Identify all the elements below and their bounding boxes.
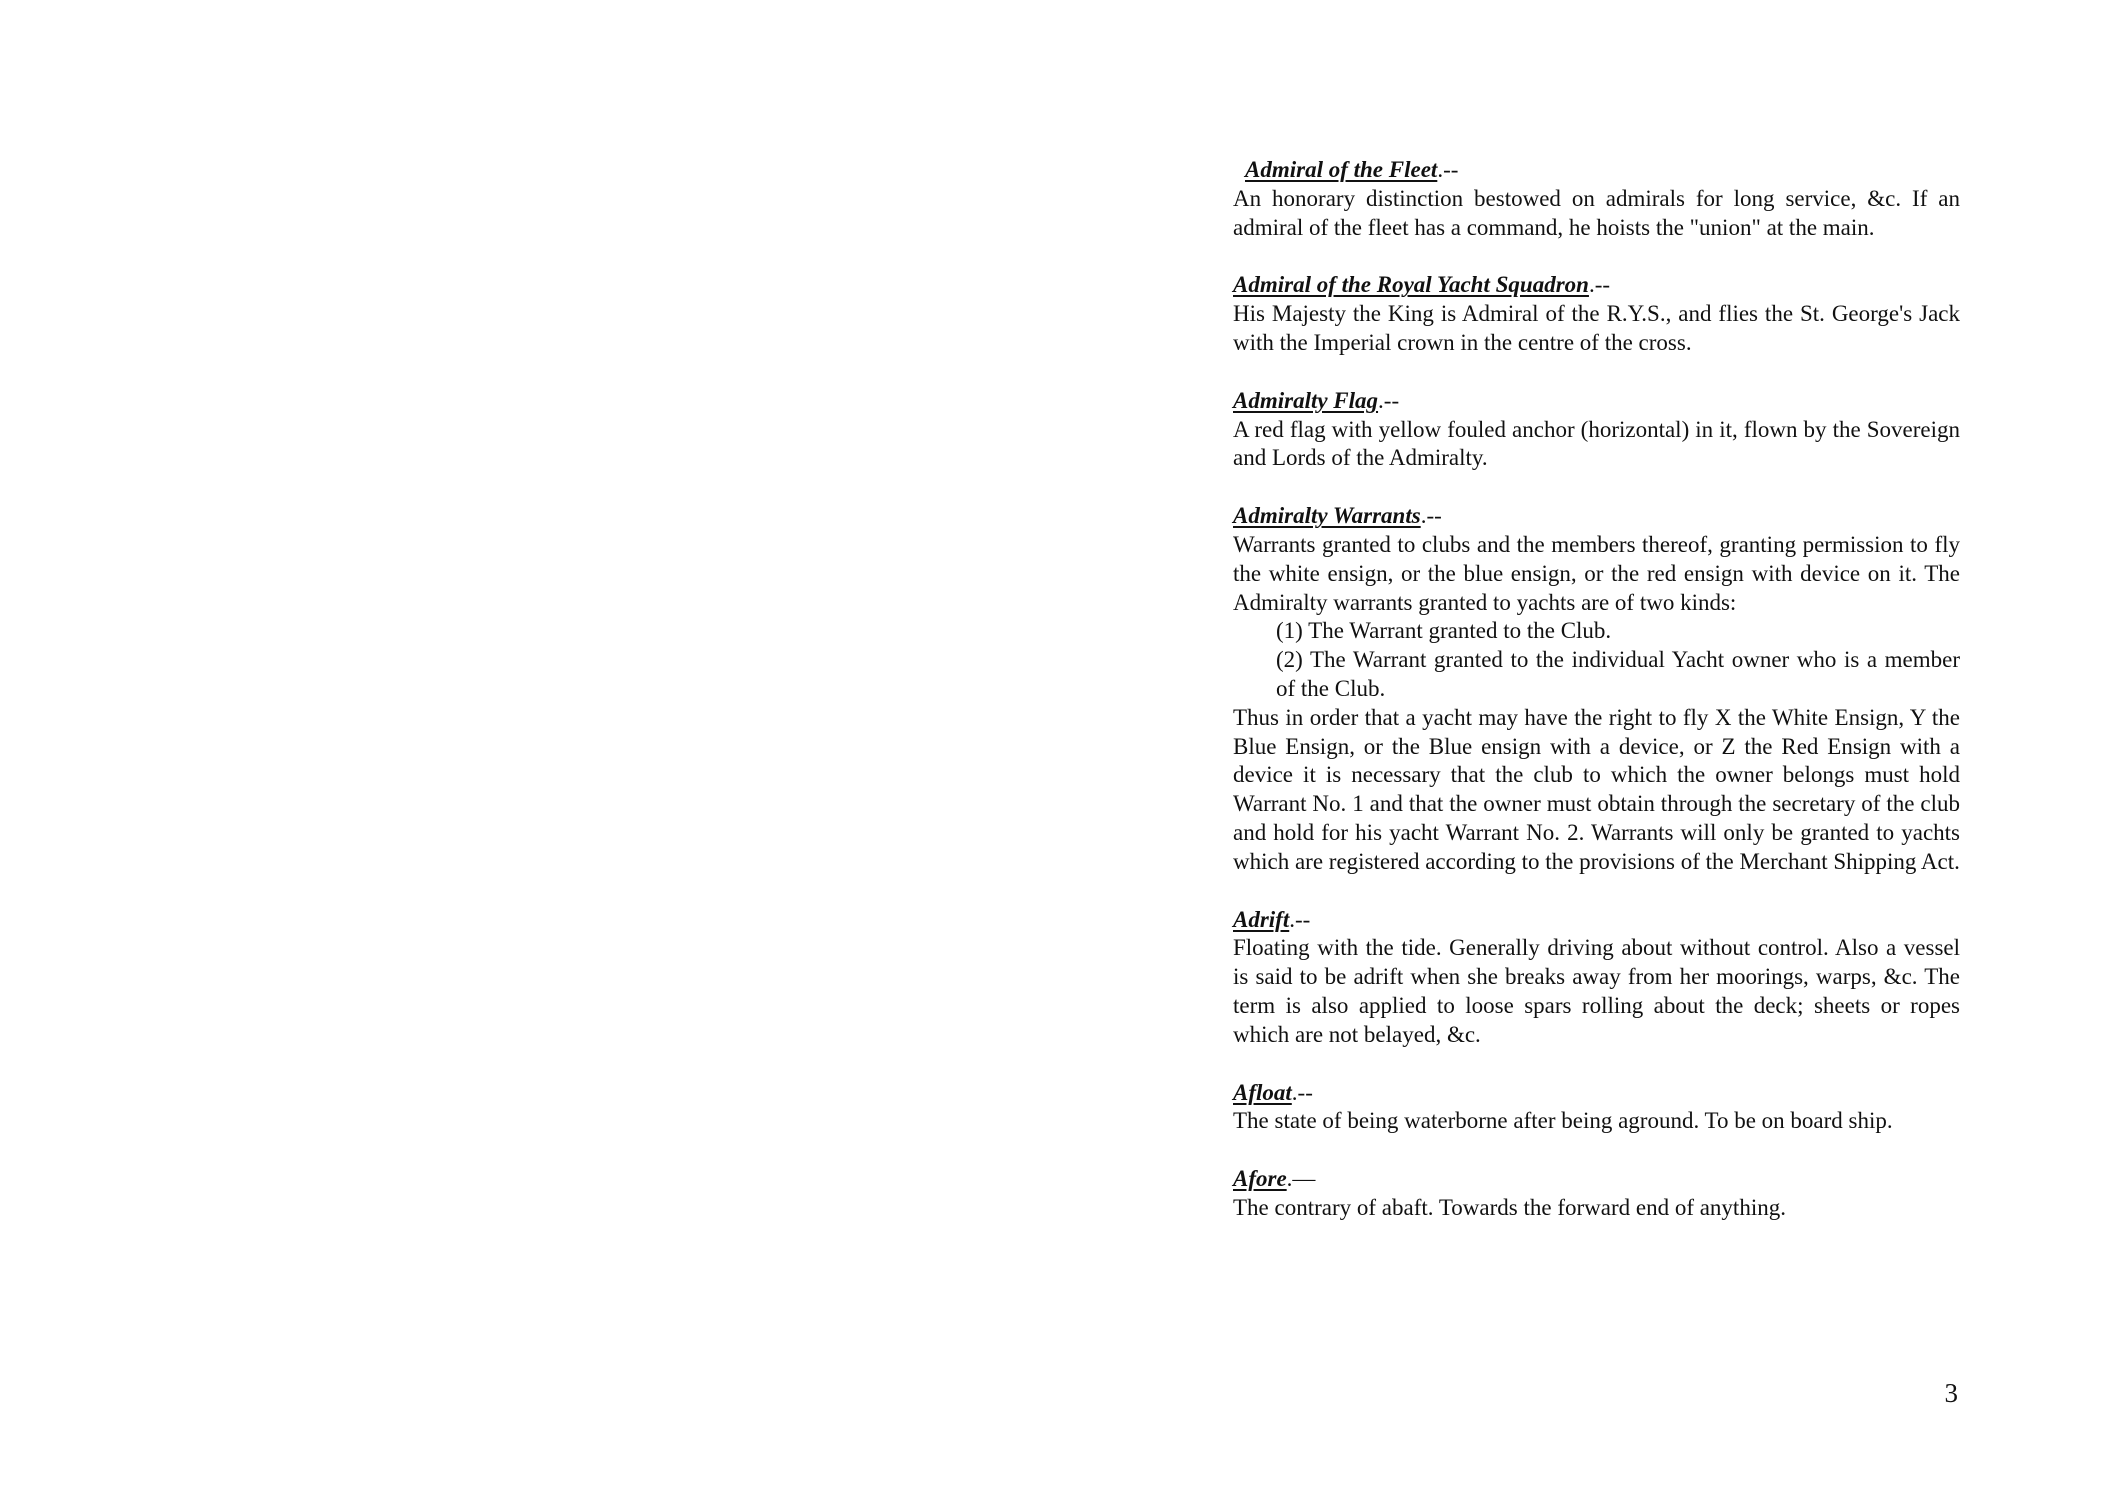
entry-term-suffix: .--	[1588, 272, 1611, 298]
entry-afore	[1233, 1165, 1960, 1223]
entry-definition: Floating with the tide. Generally driving about without control. Also a vessel is said to be adrift when she breaks away from her moorings, warps, &c. The term is also applied to loose spars rolling about the deck; sheets or ropes which are not belayed, &c.	[1233, 935, 1960, 1047]
entry-heading	[1233, 387, 1960, 416]
entry-term: Admiral of the Fleet	[1245, 157, 1438, 182]
entry-term-suffix: .--	[1378, 387, 1400, 413]
entry-term-suffix: .--	[1420, 503, 1442, 529]
glossary-column	[1233, 156, 1960, 1252]
entry-term: Admiralty Warrants	[1233, 503, 1421, 529]
entry-term-suffix: .--	[1289, 906, 1311, 932]
entry-term-suffix: .--	[1437, 157, 1459, 182]
entry-term: Adrift	[1233, 906, 1290, 932]
entry-term: Admiral of the Royal Yacht Squadron	[1233, 272, 1589, 298]
entry-definition: An honorary distinction bestowed on admirals for long service, &c. If an admiral of the fleet has a command, he hoists the "union" at the main.	[1233, 185, 1960, 240]
entry-afloat	[1233, 1079, 1960, 1137]
entry-definition-intro: Warrants granted to clubs and the members thereof, granting permission to fly the white ensign, or the blue ensign, or the red ensign with device on it. The Admiralty warrants granted to yachts are of two kinds:	[1233, 531, 1960, 615]
entry-term: Afloat	[1233, 1079, 1292, 1105]
entry-heading	[1233, 906, 1960, 935]
entry-heading	[1233, 1165, 1960, 1194]
entry-term: Afore	[1233, 1166, 1287, 1192]
entry-heading	[1233, 271, 1960, 300]
entry-definition: The contrary of abaft. Towards the forward end of anything.	[1233, 1194, 1786, 1220]
entry-heading	[1233, 502, 1960, 531]
entry-heading	[1233, 156, 1960, 185]
warrant-list-item: (2) The Warrant granted to the individual Yacht owner who is a member of the Club.	[1276, 647, 1960, 701]
entry-definition: The state of being waterborne after being aground. To be on board ship.	[1233, 1108, 1893, 1134]
page-number: 3	[1944, 1378, 1958, 1408]
entry-admiral-of-the-fleet	[1233, 156, 1960, 242]
entry-term-suffix: .—	[1286, 1166, 1316, 1192]
entry-adrift	[1233, 906, 1960, 1050]
entry-definition-outro: Thus in order that a yacht may have the right to fly X the White Ensign, Y the Blue Ensign, or the Blue ensign with a device, or Z the Red Ensign with a device it is necessary that the club to which the owner belongs must hold Warrant No. 1 and that the owner must obtain through the secretary of the club and hold for his yacht Warrant No. 2. Warrants will only be granted to yachts which are registered according to the provisions of the Merchant Shipping Act.	[1233, 704, 1960, 874]
entry-admiralty-flag	[1233, 387, 1960, 473]
entry-term-suffix: .--	[1291, 1079, 1313, 1105]
warrant-list	[1233, 617, 1960, 703]
entry-admiral-of-the-royal-yacht-squadron	[1233, 271, 1960, 357]
warrant-list-item: (1) The Warrant granted to the Club.	[1276, 618, 1612, 644]
entry-definition: A red flag with yellow fouled anchor (horizontal) in it, flown by the Sovereign and Lords of the Admiralty.	[1233, 416, 1960, 471]
entry-heading	[1233, 1079, 1960, 1108]
entry-definition: His Majesty the King is Admiral of the R.Y.S., and flies the St. George's Jack with the Imperial crown in the centre of the cross.	[1233, 301, 1960, 355]
entry-term: Admiralty Flag	[1233, 387, 1379, 413]
entry-admiralty-warrants	[1233, 502, 1960, 876]
